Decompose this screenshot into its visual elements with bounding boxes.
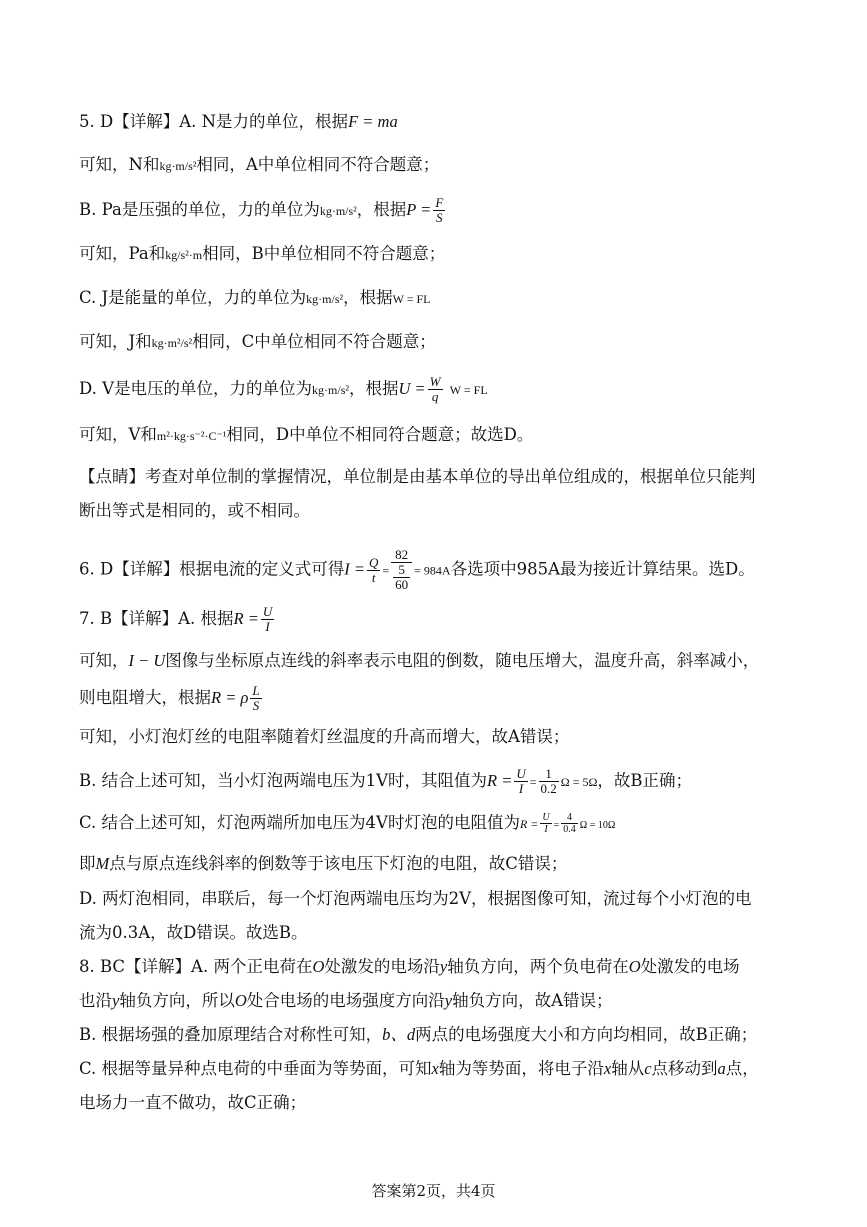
unit: kg·m/s² xyxy=(312,383,349,397)
text: 轴负方向，两个负电荷在 xyxy=(447,957,629,976)
text: 7. B【详解】A. 根据 xyxy=(79,609,234,628)
text: C. 根据等量异种点电荷的中垂面为等势面，可知 xyxy=(79,1059,432,1078)
text: 各选项中985A最为接近计算结果。选D。 xyxy=(450,559,755,579)
text: 可知，V和 xyxy=(79,425,157,444)
denominator: 60 xyxy=(395,577,409,592)
denominator: S xyxy=(252,698,260,713)
symbol: O xyxy=(234,991,247,1010)
formula: I − U xyxy=(128,651,166,670)
q5-line-8 xyxy=(79,424,533,447)
text: D. V是电压的单位，力的单位为 xyxy=(79,379,313,398)
text: 则电阻增大，根据 xyxy=(79,688,211,707)
text: 5. D【详解】A. N是力的单位，根据 xyxy=(79,112,349,131)
text: 两点的电场强度大小和方向均相同，故B正确； xyxy=(415,1025,758,1044)
fraction xyxy=(367,556,380,585)
compound-fraction xyxy=(391,548,412,592)
result: = 984A xyxy=(414,563,451,578)
text: 图像与坐标原点连线的斜率表示电阻的倒数，随电压增大，温度升高，斜率减小， xyxy=(165,651,760,670)
formula: R = xyxy=(233,609,259,628)
text: 可知，N和 xyxy=(79,155,160,174)
numerator: U xyxy=(262,604,273,619)
point-label: M xyxy=(95,854,110,873)
numerator: 1 xyxy=(539,767,559,782)
fraction xyxy=(540,812,551,835)
text: 即 xyxy=(79,854,96,873)
q5-line-7 xyxy=(79,375,488,404)
text: 也沿 xyxy=(79,991,112,1010)
text: 轴为等势面，将电子沿 xyxy=(438,1059,604,1078)
equals: = xyxy=(529,775,537,789)
q5-line-6 xyxy=(79,331,436,354)
text: 可知，小灯泡灯丝的电阻率随着灯丝温度的升高而增大，故A错误； xyxy=(79,727,570,746)
text: 处激发的电场沿 xyxy=(324,957,440,976)
formula: R = xyxy=(487,771,513,790)
equals: = xyxy=(382,563,390,578)
numerator: Q xyxy=(368,554,379,570)
q7-line-7 xyxy=(79,853,567,875)
fraction xyxy=(250,684,261,713)
formula: F = ma xyxy=(348,112,398,131)
q5-line-9 xyxy=(79,466,756,488)
q7-line-8 xyxy=(79,888,752,910)
text: 轴负方向，故A错误； xyxy=(452,991,613,1010)
symbol: y xyxy=(112,991,120,1010)
symbol: x xyxy=(603,1059,612,1078)
fraction xyxy=(261,605,274,634)
q7-line-3 xyxy=(79,684,264,713)
symbol: y xyxy=(444,991,453,1010)
fraction xyxy=(514,767,527,796)
fraction xyxy=(539,767,559,796)
denominator: 0.4 xyxy=(563,824,576,835)
text: C. J是能量的单位，力的单位为 xyxy=(79,288,307,307)
denominator: q xyxy=(431,389,439,404)
text: 流为0.3A，故D错误。故选B。 xyxy=(79,923,308,942)
fraction xyxy=(428,375,443,404)
q8-line-2 xyxy=(79,990,613,1012)
formula: R = xyxy=(519,817,539,831)
unit: kg·m²/s² xyxy=(151,336,193,350)
symbol: O xyxy=(628,957,641,976)
denominator xyxy=(391,563,412,592)
formula: U = xyxy=(398,379,426,398)
text: 【点睛】考查对单位制的掌握情况，单位制是由基本单位的导出单位组成的，根据单位只能判 xyxy=(79,467,756,486)
symbol: O xyxy=(312,957,325,976)
text: 相同，D中单位不相同符合题意；故选D。 xyxy=(226,425,534,444)
text: 轴从 xyxy=(611,1059,645,1078)
text: ，根据 xyxy=(348,379,399,398)
text: 点， xyxy=(725,1059,759,1078)
numerator: W xyxy=(429,374,441,389)
text: 可知， xyxy=(79,651,129,670)
q8-line-3 xyxy=(79,1024,757,1046)
text: 可知，J和 xyxy=(79,332,152,351)
text: 相同，B中单位相同不符合题意； xyxy=(202,244,446,263)
denominator: I xyxy=(265,619,270,634)
text: 相同，C中单位相同不符合题意； xyxy=(192,332,436,351)
unit: kg·m/s² xyxy=(306,292,344,306)
q8-line-5 xyxy=(79,1092,306,1114)
text: ，根据 xyxy=(343,288,393,307)
symbol: c xyxy=(644,1059,652,1078)
q8-line-4 xyxy=(79,1058,759,1080)
text: C. 结合上述可知，灯泡两端所加电压为4V时灯泡的电阻值为 xyxy=(79,813,520,832)
q5-line-4 xyxy=(79,243,445,266)
formula: R = ρ xyxy=(211,688,249,707)
q7-line-1 xyxy=(79,605,276,634)
equals: = xyxy=(553,820,560,831)
symbol: b、d xyxy=(382,1025,416,1044)
result: Ω = 10Ω xyxy=(579,820,616,831)
text: ，根据 xyxy=(356,200,407,219)
numerator: F xyxy=(435,195,444,210)
numerator: U xyxy=(542,812,550,823)
text: 点移动到 xyxy=(651,1059,718,1078)
q8-line-1 xyxy=(79,956,740,978)
numerator: 4 xyxy=(561,812,578,824)
q7-line-5 xyxy=(79,767,692,796)
result: Ω = 5Ω xyxy=(560,775,598,789)
unit: kg/s²·m xyxy=(165,248,203,262)
formula: P = xyxy=(406,200,432,219)
q6-line-1 xyxy=(79,548,755,592)
denominator: I xyxy=(544,824,548,835)
fraction xyxy=(433,196,445,225)
numerator: 82 xyxy=(391,548,412,563)
text: 处激发的电场 xyxy=(640,957,740,976)
unit: kg·m/s² xyxy=(319,204,357,218)
symbol: a xyxy=(717,1059,726,1078)
q7-line-6 xyxy=(79,812,615,837)
unit: m²·kg·s⁻²·C⁻¹ xyxy=(156,429,227,443)
text: ，故B正确； xyxy=(597,771,693,790)
denominator: 0.2 xyxy=(540,781,557,796)
q5-line-5 xyxy=(79,287,430,310)
page-footer: 答案第2页，共4页 xyxy=(371,1182,496,1200)
q7-line-2 xyxy=(79,650,759,672)
text: B. Pa是压强的单位，力的单位为 xyxy=(79,200,320,219)
q7-line-4 xyxy=(79,726,569,748)
numerator: L xyxy=(252,683,260,698)
text: 轴负方向，所以 xyxy=(119,991,235,1010)
denominator: t xyxy=(371,569,376,585)
text: B. 结合上述可知，当小灯泡两端电压为1V时，其阻值为 xyxy=(79,771,488,790)
denominator: S xyxy=(436,210,443,225)
q5-line-1 xyxy=(79,111,398,133)
text: 点与原点连线斜率的倒数等于该电压下灯泡的电阻，故C错误； xyxy=(109,854,568,873)
text: 断出等式是相同的，或不相同。 xyxy=(79,501,310,520)
symbol: x xyxy=(431,1059,439,1078)
text: 6. D【详解】根据电流的定义式可得 xyxy=(79,559,345,579)
fraction xyxy=(393,563,410,592)
numerator: 5 xyxy=(393,563,410,578)
q7-line-9 xyxy=(79,922,308,944)
text: 8. BC【详解】A. 两个正电荷在 xyxy=(79,957,313,976)
text: D. 两灯泡相同，串联后，每一个灯泡两端电压均为2V，根据图像可知，流过每个小灯泡的电 xyxy=(79,889,752,908)
q5-line-10 xyxy=(79,500,310,522)
fraction xyxy=(561,812,578,835)
symbol: y xyxy=(439,957,448,976)
q5-line-2 xyxy=(79,154,439,177)
text: 相同，A中单位相同不符合题意； xyxy=(196,155,440,174)
formula: W = FL xyxy=(449,383,488,397)
numerator: U xyxy=(516,766,526,781)
formula: W = FL xyxy=(392,292,431,306)
q5-line-3 xyxy=(79,196,447,225)
text: 电场力一直不做功，故C正确； xyxy=(79,1093,307,1112)
text: B. 根据场强的叠加原理结合对称性可知， xyxy=(79,1025,383,1044)
denominator: I xyxy=(518,781,524,796)
text: 可知，Pa和 xyxy=(79,244,166,263)
formula: I = xyxy=(344,559,365,579)
text: 处合电场的电场强度方向沿 xyxy=(246,991,445,1010)
unit: kg·m/s² xyxy=(159,159,197,173)
